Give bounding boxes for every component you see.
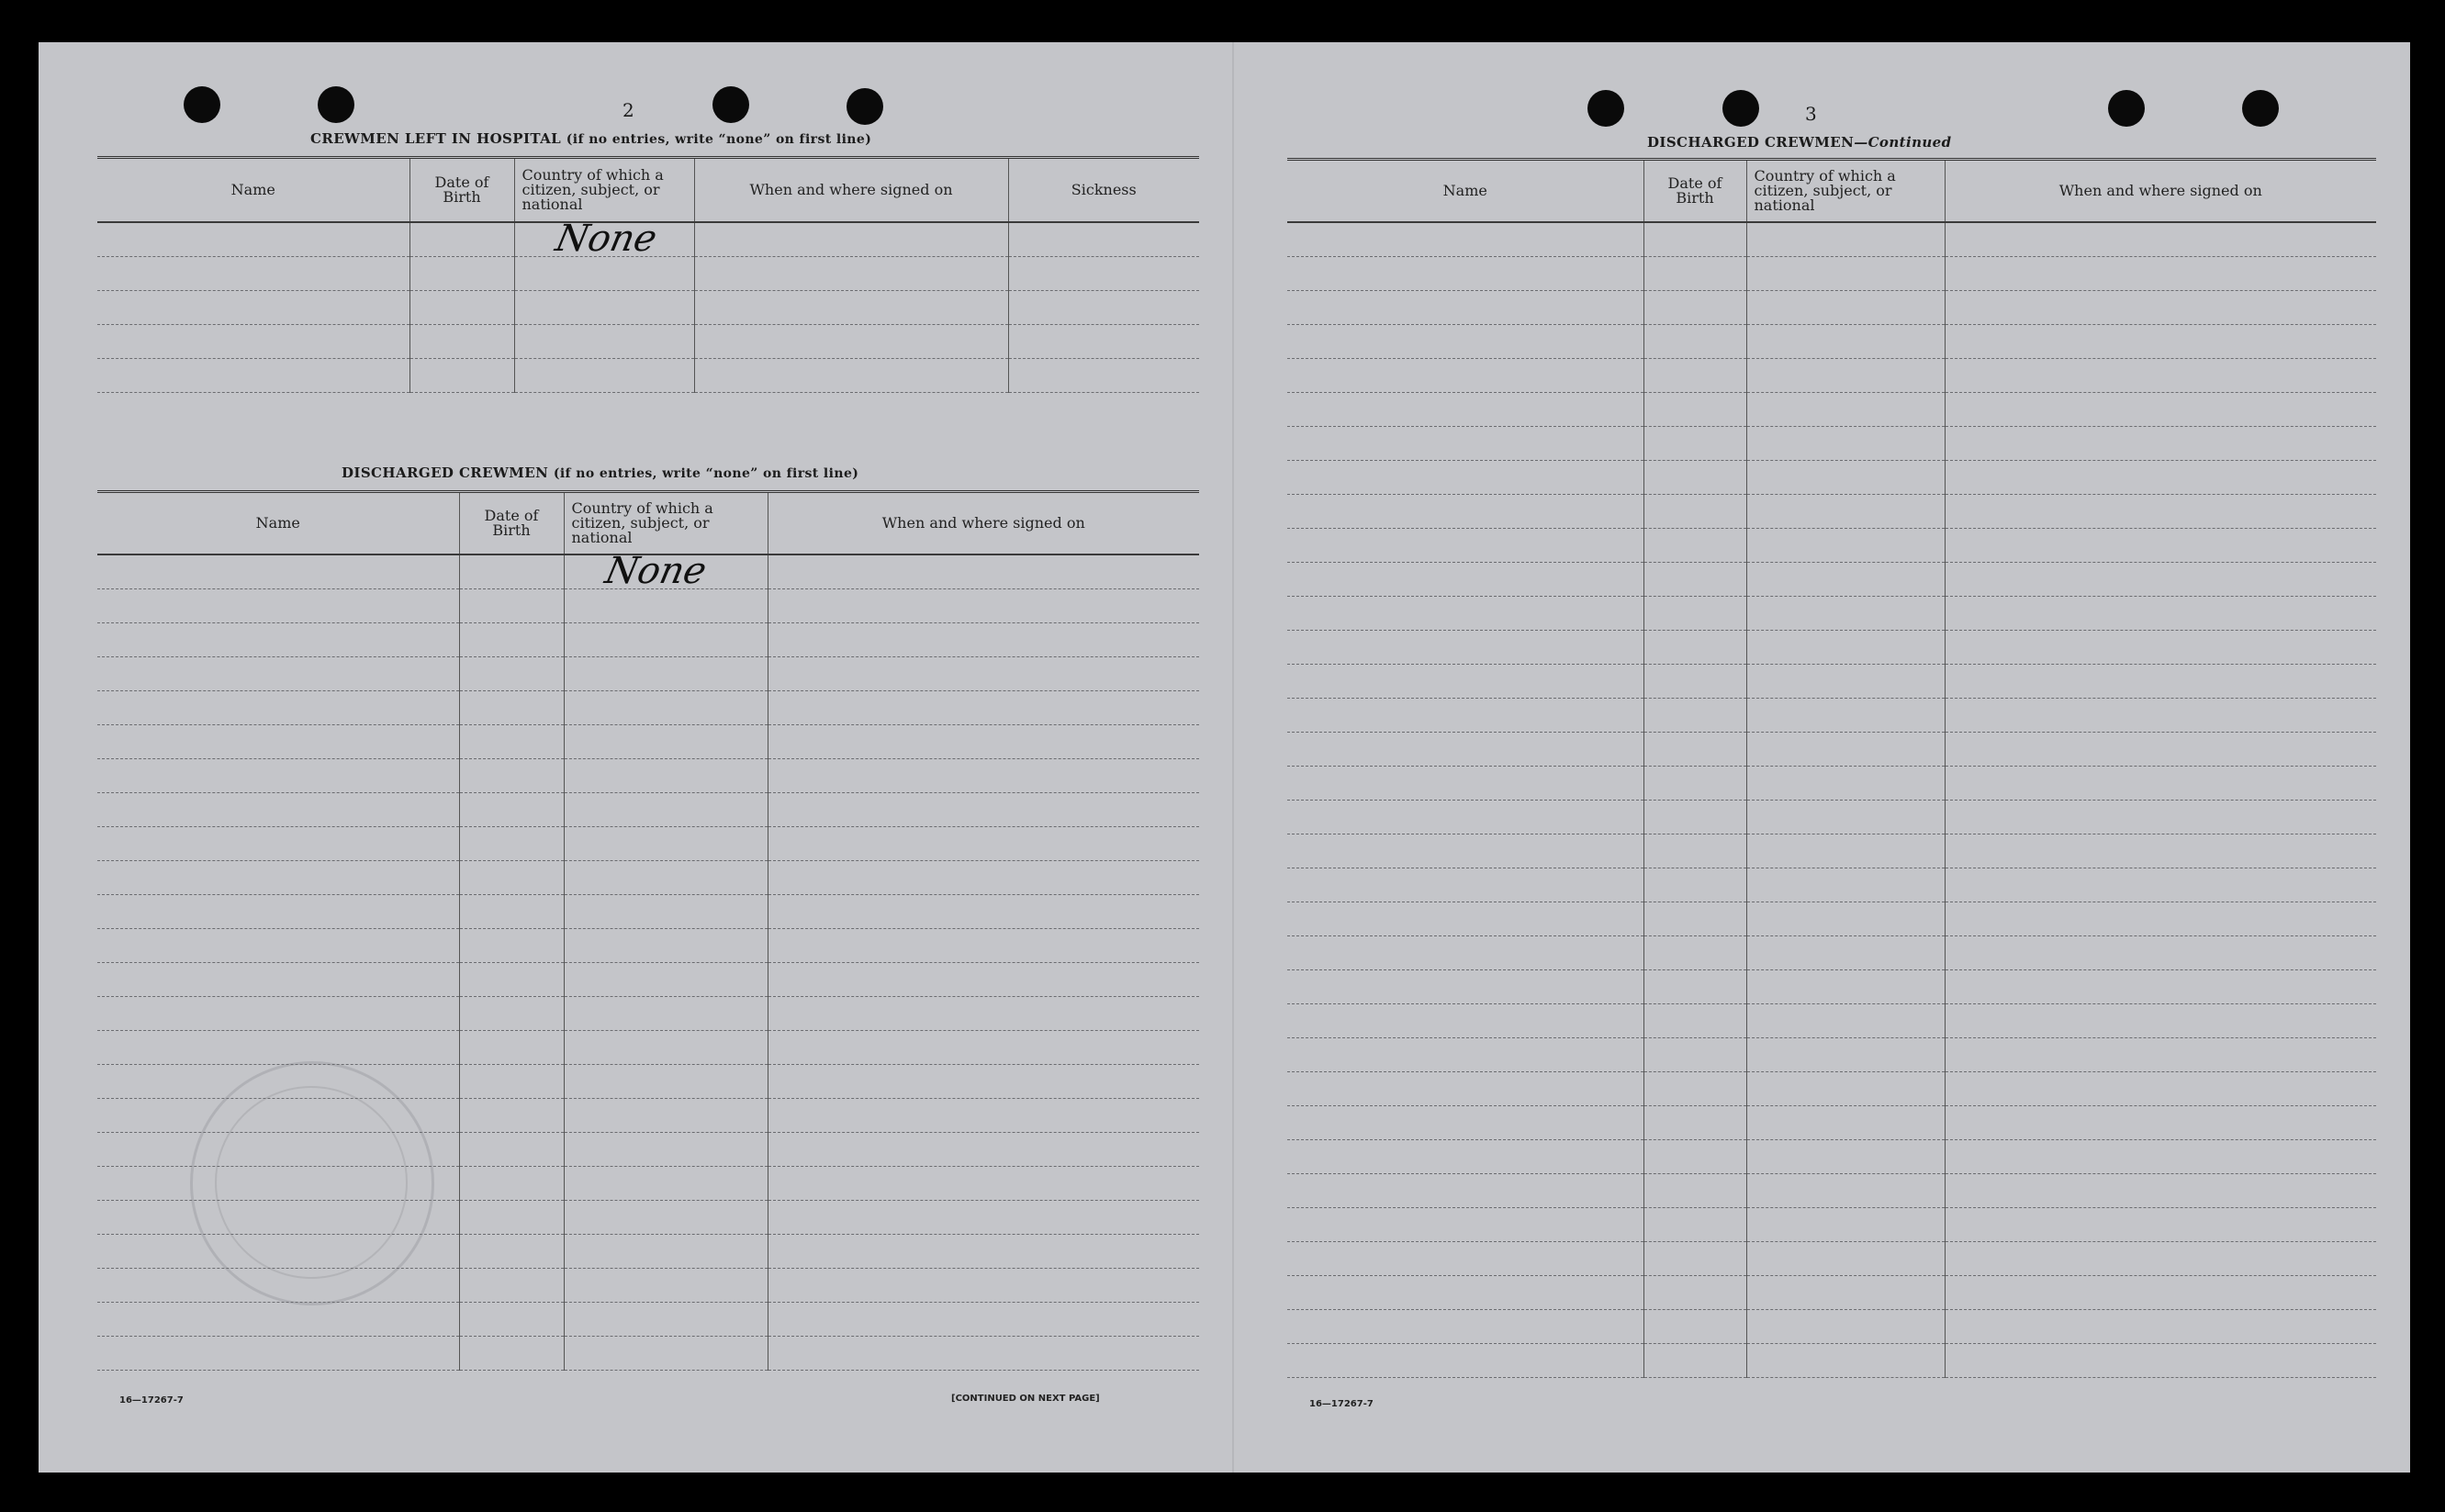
table-row — [1287, 1173, 2376, 1207]
discharged-section-title — [342, 465, 858, 481]
table-row — [1287, 834, 2376, 868]
document-sheet — [39, 42, 2410, 1473]
table-row — [1287, 256, 2376, 290]
table-row — [1287, 1003, 2376, 1037]
table-row — [1287, 766, 2376, 800]
discharged-table-left — [97, 490, 1199, 1371]
col-date-of-birth: Date of Birth — [1643, 160, 1746, 222]
col-name: Name — [1287, 160, 1643, 222]
table-row — [1287, 290, 2376, 324]
hospital-table — [97, 156, 1199, 393]
col-signed-on: When and where signed on — [694, 158, 1008, 222]
table-row — [1287, 902, 2376, 935]
col-date-of-birth: Date of Birth — [459, 492, 564, 554]
table-row — [1287, 935, 2376, 969]
handwritten-none: None — [551, 218, 660, 260]
punch-hole — [1722, 90, 1759, 127]
table-row — [97, 1064, 1199, 1098]
hospital-section-title — [310, 130, 871, 147]
punch-hole — [184, 86, 220, 123]
page-number-left: 2 — [622, 99, 634, 121]
col-name: Name — [97, 492, 459, 554]
table-row — [1287, 358, 2376, 392]
discharged-continued-title — [1647, 134, 1952, 151]
table-row — [1287, 392, 2376, 426]
table-row — [1287, 698, 2376, 732]
punch-hole — [2108, 90, 2145, 127]
discharged-title-text: DISCHARGED CREWMEN — [342, 465, 549, 481]
table-row — [97, 724, 1199, 758]
table-row — [97, 622, 1199, 656]
table-row — [1287, 494, 2376, 528]
table-row — [1287, 868, 2376, 902]
table-row — [97, 1268, 1199, 1302]
col-date-of-birth: Date of Birth — [409, 158, 514, 222]
punch-hole — [318, 86, 354, 123]
table-row — [1287, 596, 2376, 630]
discharged-continued-text: DISCHARGED CREWMEN — [1647, 134, 1855, 151]
table-row — [97, 656, 1199, 690]
table-row — [97, 1336, 1199, 1370]
col-signed-on: When and where signed on — [768, 492, 1199, 554]
table-row — [1287, 630, 2376, 664]
page-fold — [1232, 42, 1234, 1473]
punch-hole — [712, 86, 749, 123]
hospital-title-note: (if no entries, write “none” on first line) — [566, 132, 872, 147]
col-country: Country of which a citizen, subject, or national — [1746, 160, 1945, 222]
punch-hole — [1587, 90, 1624, 127]
form-number-right: 16—17267-7 — [1309, 1399, 1374, 1409]
table-row — [97, 928, 1199, 962]
table-row — [1287, 1275, 2376, 1309]
table-row — [97, 894, 1199, 928]
table-row — [97, 222, 1199, 257]
table-row — [97, 826, 1199, 860]
table-row — [97, 1132, 1199, 1166]
table-row — [97, 1098, 1199, 1132]
table-row — [97, 962, 1199, 996]
handwritten-none: None — [600, 550, 710, 592]
table-row — [1287, 732, 2376, 766]
col-name: Name — [97, 158, 409, 222]
col-signed-on: When and where signed on — [1945, 160, 2376, 222]
table-row — [97, 1234, 1199, 1268]
table-row — [97, 1166, 1199, 1200]
table-row — [97, 1030, 1199, 1064]
table-row — [1287, 969, 2376, 1003]
table-row — [1287, 1105, 2376, 1139]
table-row — [97, 324, 1199, 358]
discharged-table-right — [1287, 158, 2376, 1378]
table-row — [97, 588, 1199, 622]
hospital-title-text: CREWMEN LEFT IN HOSPITAL — [310, 130, 562, 147]
table-row — [1287, 1343, 2376, 1377]
table-row — [1287, 1071, 2376, 1105]
page-number-right: 3 — [1805, 103, 1817, 125]
table-row — [97, 758, 1199, 792]
table-row — [1287, 1207, 2376, 1241]
table-row — [1287, 1309, 2376, 1343]
table-row — [1287, 528, 2376, 562]
table-row — [1287, 426, 2376, 460]
table-row — [97, 860, 1199, 894]
table-row — [97, 256, 1199, 290]
form-number-left: 16—17267-7 — [119, 1395, 184, 1406]
table-row — [97, 554, 1199, 589]
col-country: Country of which a citizen, subject, or national — [514, 158, 694, 222]
table-row — [97, 996, 1199, 1030]
table-row — [97, 690, 1199, 724]
discharged-title-note: (if no entries, write “none” on first line) — [553, 466, 859, 481]
table-row — [1287, 664, 2376, 698]
table-row — [97, 358, 1199, 392]
table-row — [97, 1200, 1199, 1234]
table-row — [1287, 562, 2376, 596]
table-row — [97, 290, 1199, 324]
col-country: Country of which a citizen, subject, or national — [564, 492, 768, 554]
table-row — [97, 792, 1199, 826]
punch-hole — [2242, 90, 2279, 127]
table-row — [97, 1302, 1199, 1336]
continued-note: [CONTINUED ON NEXT PAGE] — [951, 1394, 1100, 1404]
continued-suffix: —Continued — [1854, 134, 1952, 151]
table-row — [1287, 800, 2376, 834]
col-sickness: Sickness — [1008, 158, 1199, 222]
table-row — [1287, 1037, 2376, 1071]
table-row — [1287, 1139, 2376, 1173]
table-row — [1287, 324, 2376, 358]
table-row — [1287, 460, 2376, 494]
table-row — [1287, 222, 2376, 257]
punch-hole — [847, 88, 883, 125]
table-row — [1287, 1241, 2376, 1275]
